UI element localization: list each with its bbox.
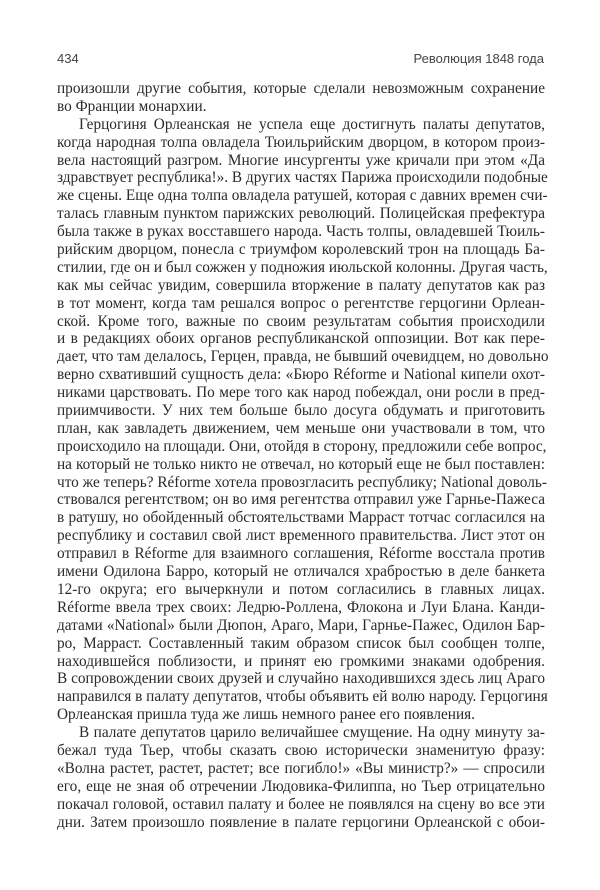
text-line: рийским дворцом, понесла с триумфом королевский трон на площадь Ба- — [57, 241, 545, 259]
text-line: в тот момент, когда там решался вопрос о регентстве герцогини Орлеан- — [57, 294, 545, 312]
text-line: план, как завладеть движением, чем меньше они участвовали в том, что — [57, 419, 545, 437]
page-number: 434 — [57, 51, 79, 66]
text-line: датами «National» были Дюпон, Араго, Мари, Гарнье-Пажес, Одилон Бар- — [57, 616, 545, 634]
text-line: республику и составил свой лист временного правительства. Лист этот он — [57, 527, 545, 545]
text-line: приимчивости. У них тем больше было досуга обдумать и приготовить — [57, 402, 545, 420]
text-line: В палате депутатов царило величайшее смущение. На одну минуту за- — [79, 724, 545, 742]
running-title: Революция 1848 года — [413, 51, 544, 66]
text-line: отправил в Réforme для взаимного соглашения, Réforme восстала против — [57, 545, 545, 563]
text-line: ствовался регентством; он во имя регентства отправил уже Гарнье-Пажеса — [57, 491, 545, 509]
text-line: и в редакциях обоих органов республиканской оппозиции. Вот как пере- — [57, 330, 545, 348]
text-line: бежал туда Тьер, чтобы сказать свою исторически знаменитую фразу: — [57, 741, 545, 759]
text-line: 12-го округа; его вычеркнули и потом согласились в главных лицах. — [57, 580, 545, 598]
text-line: талась главным пунктом парижских революций. Полицейская префектура — [57, 205, 545, 223]
text-line: ской. Кроме того, важные по своим результатам события происходили — [57, 312, 545, 330]
text-line: дни. Затем произошло появление в палате герцогини Орлеанской с обои- — [57, 813, 545, 831]
text-line: имени Одилона Барро, который не отличался храбростью в деле банкета — [57, 563, 545, 581]
text-line: дает, что там делалось, Герцен, правда, не бывший очевидцем, но довольно — [57, 348, 549, 366]
text-line: находившейся поблизости, и принят ею громкими знаками одобрения. — [57, 652, 545, 670]
text-line: что же теперь? Réforme хотела провозгласить республику; National доволь- — [57, 473, 547, 491]
text-line: когда народная толпа овладела Тюильрийским дворцом, в котором произ- — [57, 133, 545, 151]
text-line: во Франции монархии. — [57, 97, 207, 115]
text-line: Герцогиня Орлеанская не успела еще достигнуть палаты депутатов, — [79, 115, 545, 133]
text-line: «Волна растет, растет, растет; все погибло!» «Вы министр?» — спросили — [57, 759, 545, 777]
text-line: как мы сейчас увидим, совершила вторжение в палату депутатов как раз — [57, 276, 545, 294]
text-line: в ратушу, но обойденный обстоятельствами Марраст тотчас согласился на — [57, 509, 545, 527]
text-line: вела настоящий разгром. Многие инсургенты уже кричали при этом «Да — [57, 151, 545, 169]
text-line: ро, Марраст. Составленный таким образом список был сообщен толпе, — [57, 634, 545, 652]
text-line: его, еще не зная об отречении Людовика-Филиппа, но Тьер отрицательно — [57, 777, 545, 795]
text-line: произошли другие события, которые сделали невозможным сохранение — [57, 80, 545, 97]
text-line: здравствует республика!». В других частях Парижа происходили подобные — [57, 169, 548, 187]
text-line: Орлеанская пришла туда же лишь немного ранее его появления. — [57, 706, 476, 724]
text-line: никами царствовать. По мере того как народ побеждал, они росли в пред- — [57, 384, 545, 402]
text-line: Réforme ввела трех своих: Ледрю-Роллена, Флокона и Луи Блана. Канди- — [57, 598, 545, 616]
text-line: верно схвативший сущность дела: «Бюро Réforme и National кипели охот- — [57, 366, 545, 384]
text-line: на который не только никто не отвечал, но который еще не был поставлен: — [57, 455, 545, 473]
text-line: покачал головой, оставил палату и более не появлялся на сцену во все эти — [57, 795, 545, 813]
text-line: происходило на площади. Они, отойдя в сторону, предложили себе вопрос, — [57, 437, 547, 455]
text-line: была также в руках восставшего народа. Часть толпы, овладевшей Тюиль- — [57, 223, 545, 241]
body-text — [57, 80, 549, 831]
text-line: В сопровождении своих друзей и случайно находившихся здесь лиц Араго — [57, 670, 545, 688]
text-line: же сцены. Еще одна толпа овладела ратушей, которая с давних времен счи- — [57, 187, 548, 205]
text-line: направился в палату депутатов, чтобы объявить ей волю народу. Герцогиня — [57, 688, 548, 706]
text-line: стилии, где он и был сожжен у подножия июльской колонны. Другая часть, — [57, 258, 548, 276]
